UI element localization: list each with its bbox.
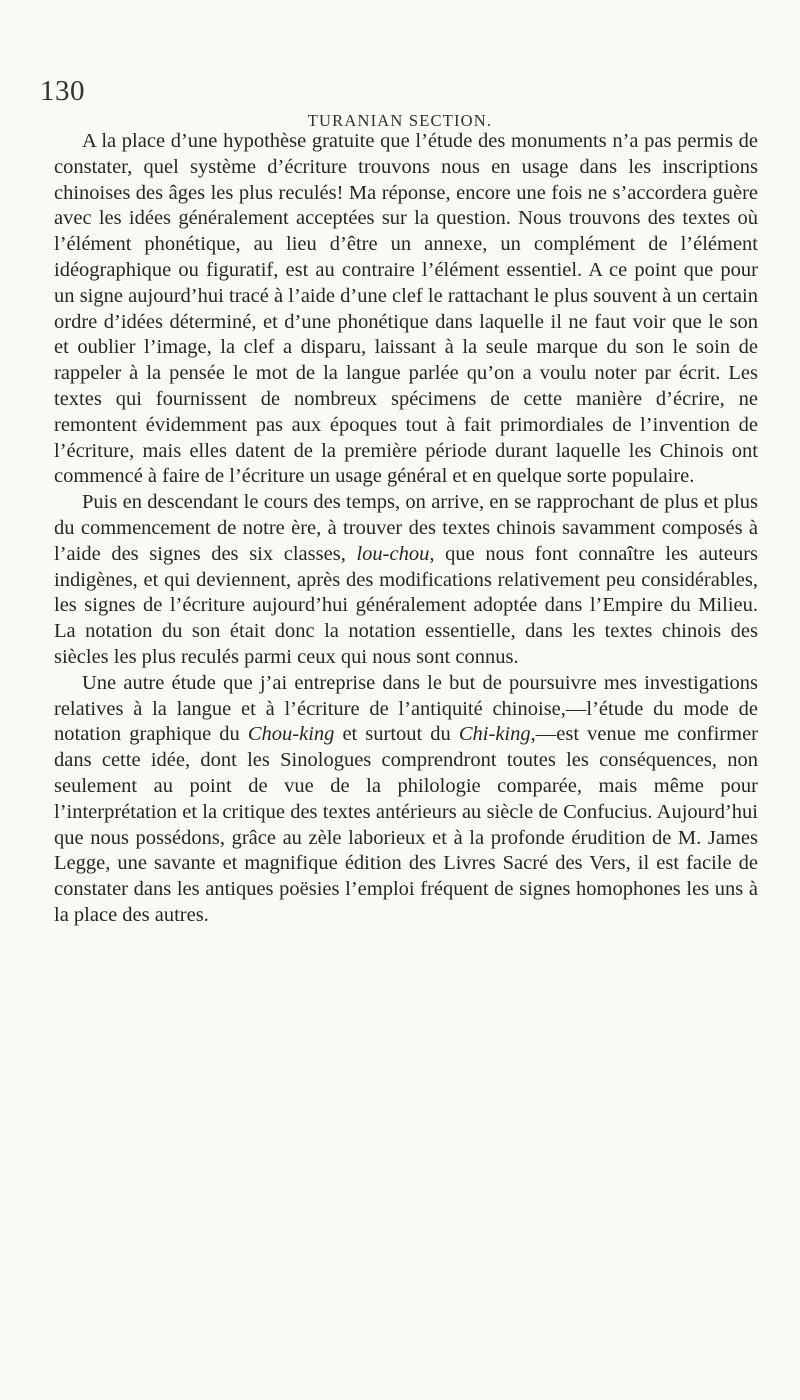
paragraph-2-text-b: , que nous font connaître les auteurs indigènes, et qui deviennent, après des modifications relativement peu considérables, les signes de l’écriture aujourd’hui généralement adoptée dans l’Empire du Milieu. La notation du son était donc la notation essentielle, dans les textes chinois des siècles les plus reculés parmi ceux qui nous sont connus. (54, 542, 758, 668)
italic-term-chou-king: Chou-king (247, 723, 335, 746)
paragraph-2 (54, 490, 758, 671)
paragraph-2-text-a: Puis en descendant le cours des temps, on arrive, en se rapprochant de plus et plus du commencement de notre ère, à trouver des textes chinois savamment composés à l’aide des signes des six classes, (54, 491, 758, 565)
paragraph-3 (54, 671, 758, 929)
italic-term-chi-king: Chi-king (458, 723, 531, 746)
page-number: 130 (40, 75, 85, 107)
italic-term-lou-chou: lou-chou (356, 542, 430, 565)
paragraph-3-text-c: ,—est venue me confirmer dans cette idée, dont les Sinologues comprendront toutes les conséquences, non seulement au point de vue de la philologie comparée, mais même pour l’interprétation et la critique des textes antérieurs au siècle de Confucius. Aujourd’hui que nous possédons, grâce au zèle laborieux et à la profonde érudition de M. James Legge, une savante et magnifique édition des Livres Sacré des Vers, il est facile de constater dans les antiques poësies l’emploi fréquent de signes homophones les uns à la place des autres. (54, 723, 759, 926)
body-text (54, 129, 758, 929)
paragraph-3-text-b: et surtout du (334, 723, 459, 746)
paragraph-1-text: A la place d’une hypothèse gratuite que l’étude des monuments n’a pas permis de constater, quel système d’écriture trouvons nous en usage dans les inscriptions chinoises des âges les plus reculés! Ma réponse, encore une fois ne s’accordera guère avec les idées généralement acceptées sur la question. Nous trouvons des textes où l’élément phonétique, au lieu d’être un annexe, un complément de l’élément idéographique ou figuratif, est au contraire l’élément essentiel. A ce point que pour un signe aujourd’hui tracé à l’aide d’une clef le rattachant le plus souvent à un certain ordre d’idées déterminé, et d’une phonétique dans laquelle il ne faut voir que le son et oublier l’image, la clef a disparu, laissant à la seule marque du son le soin de rappeler à la pensée le mot de la langue parlée qu’on a voulu noter par écrit. Les textes qui fournissent de nombreux spécimens de cette manière d’écrire, ne remontent évidemment pas aux époques tout à fait primordiales de l’invention de l’écriture, mais elles datent de la première période durant laquelle les Chinois ont commencé à faire de l’écriture un usage général et en quelque sorte populaire. (54, 130, 758, 488)
running-head: TURANIAN SECTION. (307, 111, 493, 130)
paragraph-1 (54, 129, 758, 490)
paragraph-3-text-a: Une autre étude que j’ai entreprise dans le but de poursuivre mes investigations relatives à la langue et à l’écriture de l’antiquité chinoise,—l’étude du mode de notation graphique du (54, 671, 758, 746)
